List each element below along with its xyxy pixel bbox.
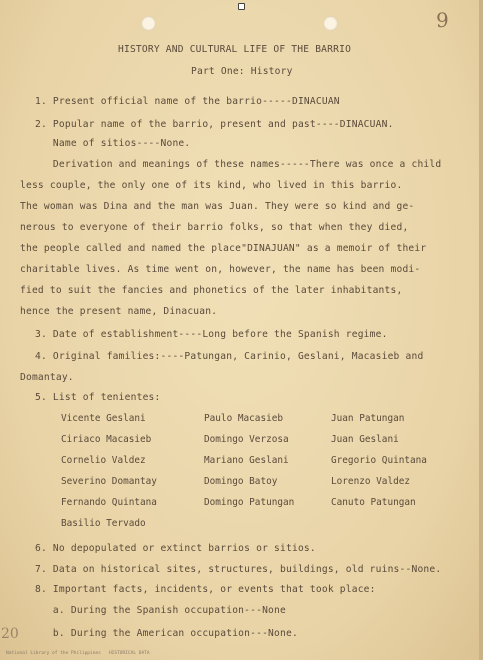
document-title: HISTORY AND CULTURAL LIFE OF THE BARRIO [118, 44, 352, 55]
item-line: Derivation and meanings of these names-----There was once a child [35, 159, 442, 170]
item-line: 7. Data on historical sites, structures, buildings, old ruins--None. [35, 564, 442, 575]
item-line: charitable lives. As time went on, however, the name has been modi- [20, 264, 421, 275]
item-line: 1. Present official name of the barrio-----DINACUAN [35, 96, 340, 107]
item-line: Domantay. [20, 372, 74, 383]
teniente-name: Canuto Patungan [331, 497, 416, 508]
teniente-name: Juan Geslani [331, 434, 399, 445]
teniente-name: Fernando Quintana [61, 497, 157, 508]
teniente-name: Vicente Geslani [61, 413, 146, 424]
teniente-name: Gregorio Quintana [331, 455, 427, 466]
teniente-name: Paulo Macasieb [204, 413, 284, 424]
item-line: nerous to everyone of their barrio folks, so that when they died, [20, 222, 409, 233]
teniente-name: Severino Domantay [61, 476, 157, 487]
margin-note: 20 [1, 626, 19, 642]
item-line: the people called and named the place"DINAJUAN" as a memoir of their [20, 243, 427, 254]
punch-hole-right [323, 16, 338, 31]
item-line: less couple, the only one of its kind, who lived in this barrio. [20, 180, 403, 191]
item-line: The woman was Dina and the man was Juan. They were so kind and ge- [20, 201, 415, 212]
item-line: a. During the Spanish occupation---None [35, 605, 286, 616]
teniente-name: Cornelio Valdez [61, 455, 146, 466]
teniente-name: Juan Patungan [331, 413, 405, 424]
teniente-name: Ciriaco Macasieb [61, 434, 152, 445]
teniente-name: Domingo Batoy [204, 476, 278, 487]
item-line: 8. Important facts, incidents, or events that took place: [35, 584, 376, 595]
pin-marker [238, 3, 245, 10]
item-line: b. During the American occupation---None. [35, 628, 298, 639]
footer-stamp: National Library of the Philippines HISTORICAL DATA [6, 651, 150, 656]
teniente-name: Mariano Geslani [204, 455, 289, 466]
item-line: 3. Date of establishment----Long before the Spanish regime. [35, 329, 388, 340]
teniente-name: Domingo Verzosa [204, 434, 289, 445]
item-line: 6. No depopulated or extinct barrios or sitios. [35, 543, 316, 554]
punch-hole-left [141, 16, 156, 31]
page-number: 9 [436, 8, 449, 32]
item-line: 2. Popular name of the barrio, present and past----DINACUAN. [35, 119, 394, 130]
item-line: 5. List of tenientes: [35, 392, 161, 403]
item-line: hence the present name, Dinacuan. [20, 306, 218, 317]
document-subtitle: Part One: History [191, 66, 293, 77]
teniente-name: Domingo Patungan [204, 497, 295, 508]
item-line: Name of sitios----None. [35, 138, 191, 149]
page-edge [479, 0, 483, 660]
item-line: 4. Original families:----Patungan, Carinio, Geslani, Macasieb and [35, 351, 424, 362]
item-line: fied to suit the fancies and phonetics of the later inhabitants, [20, 285, 403, 296]
teniente-name: Basilio Tervado [61, 518, 146, 529]
teniente-name: Lorenzo Valdez [331, 476, 411, 487]
